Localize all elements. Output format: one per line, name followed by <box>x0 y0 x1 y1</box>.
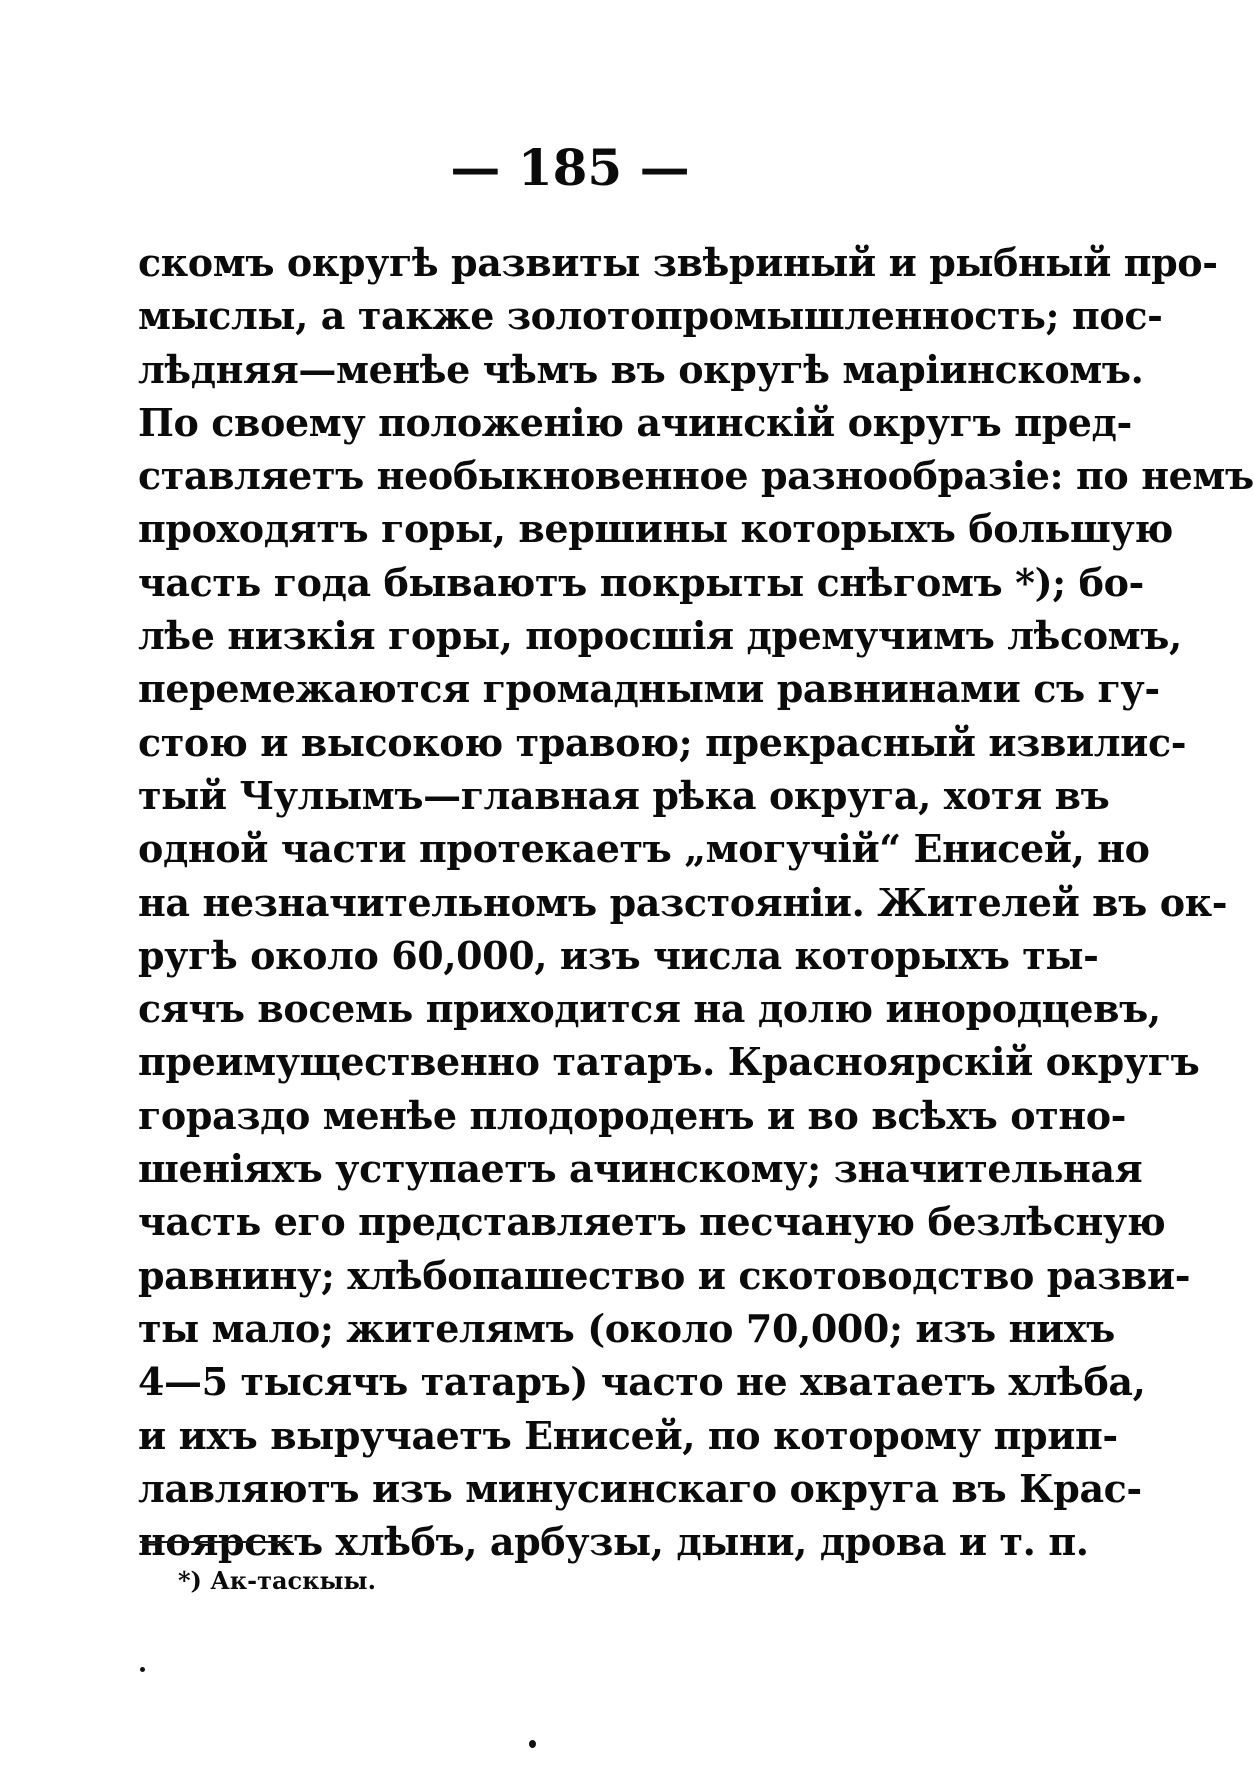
print-speck <box>140 1667 145 1672</box>
text-line: По своему положенію ачинскій округъ пред- <box>138 399 1132 445</box>
text-line: ты мало; жителямъ (около 70,000; изъ нихъ <box>138 1305 1115 1351</box>
text-line: ноярскъ хлѣбъ, арбузы, дыни, дрова и т. п. <box>138 1519 1089 1565</box>
text-line: скомъ округѣ развиты звѣриный и рыбный про- <box>138 240 1218 285</box>
text-line: лѣе низкія горы, поросшія дремучимъ лѣсомъ, <box>138 613 1182 659</box>
text-line: и ихъ выручаетъ Енисей, по которому прип- <box>138 1412 1118 1458</box>
text-line: ругѣ около 60,000, изъ числа которыхъ ты- <box>138 932 1099 978</box>
page-number: — 185 — <box>450 138 690 197</box>
text-line: на незначительномъ разстояніи. Жителей въ ок- <box>138 879 1228 925</box>
text-line: мыслы, а также золотопромышленность; пос- <box>138 293 1163 339</box>
text-line: преимущественно татаръ. Красноярскій округъ <box>138 1039 1200 1085</box>
text-line: стою и высокою травою; прекрасный извилис- <box>138 719 1187 765</box>
print-speck <box>529 1740 536 1748</box>
text-line: проходятъ горы, вершины которыхъ большую <box>138 506 1173 552</box>
body-text <box>138 236 1254 1568</box>
text-line: часть года бываютъ покрыты снѣгомъ *); бо- <box>138 559 1144 605</box>
footnote-rule <box>140 1541 293 1543</box>
text-line: одной части протекаетъ „могучій“ Енисей, но <box>138 826 1150 872</box>
text-line: сячъ восемь приходится на долю инородцевъ, <box>138 986 1161 1032</box>
text-line: 4—5 тысячъ татаръ) часто не хватаетъ хлѣба, <box>138 1359 1146 1405</box>
text-line: часть его представляетъ песчаную безлѣсную <box>138 1199 1166 1245</box>
text-line: гораздо менѣе плодороденъ и во всѣхъ отно- <box>138 1092 1127 1138</box>
footnote: *) Ак-таскыы. <box>178 1566 376 1595</box>
text-line: ставляетъ необыкновенное разнообразіе: по немъ <box>138 453 1254 499</box>
text-line: лавляютъ изъ минусинскаго округа въ Крас- <box>138 1465 1142 1511</box>
text-line: тый Чулымъ—главная рѣка округа, хотя въ <box>138 772 1110 818</box>
text-line: шеніяхъ уступаетъ ачинскому; значительная <box>138 1146 1143 1192</box>
text-line: лѣдняя—менѣе чѣмъ въ округѣ маріинскомъ. <box>138 346 1144 392</box>
text-line: равнину; хлѣбопашество и скотоводство разви- <box>138 1252 1191 1298</box>
text-line: перемежаются громадными равнинами съ гу- <box>138 666 1160 712</box>
